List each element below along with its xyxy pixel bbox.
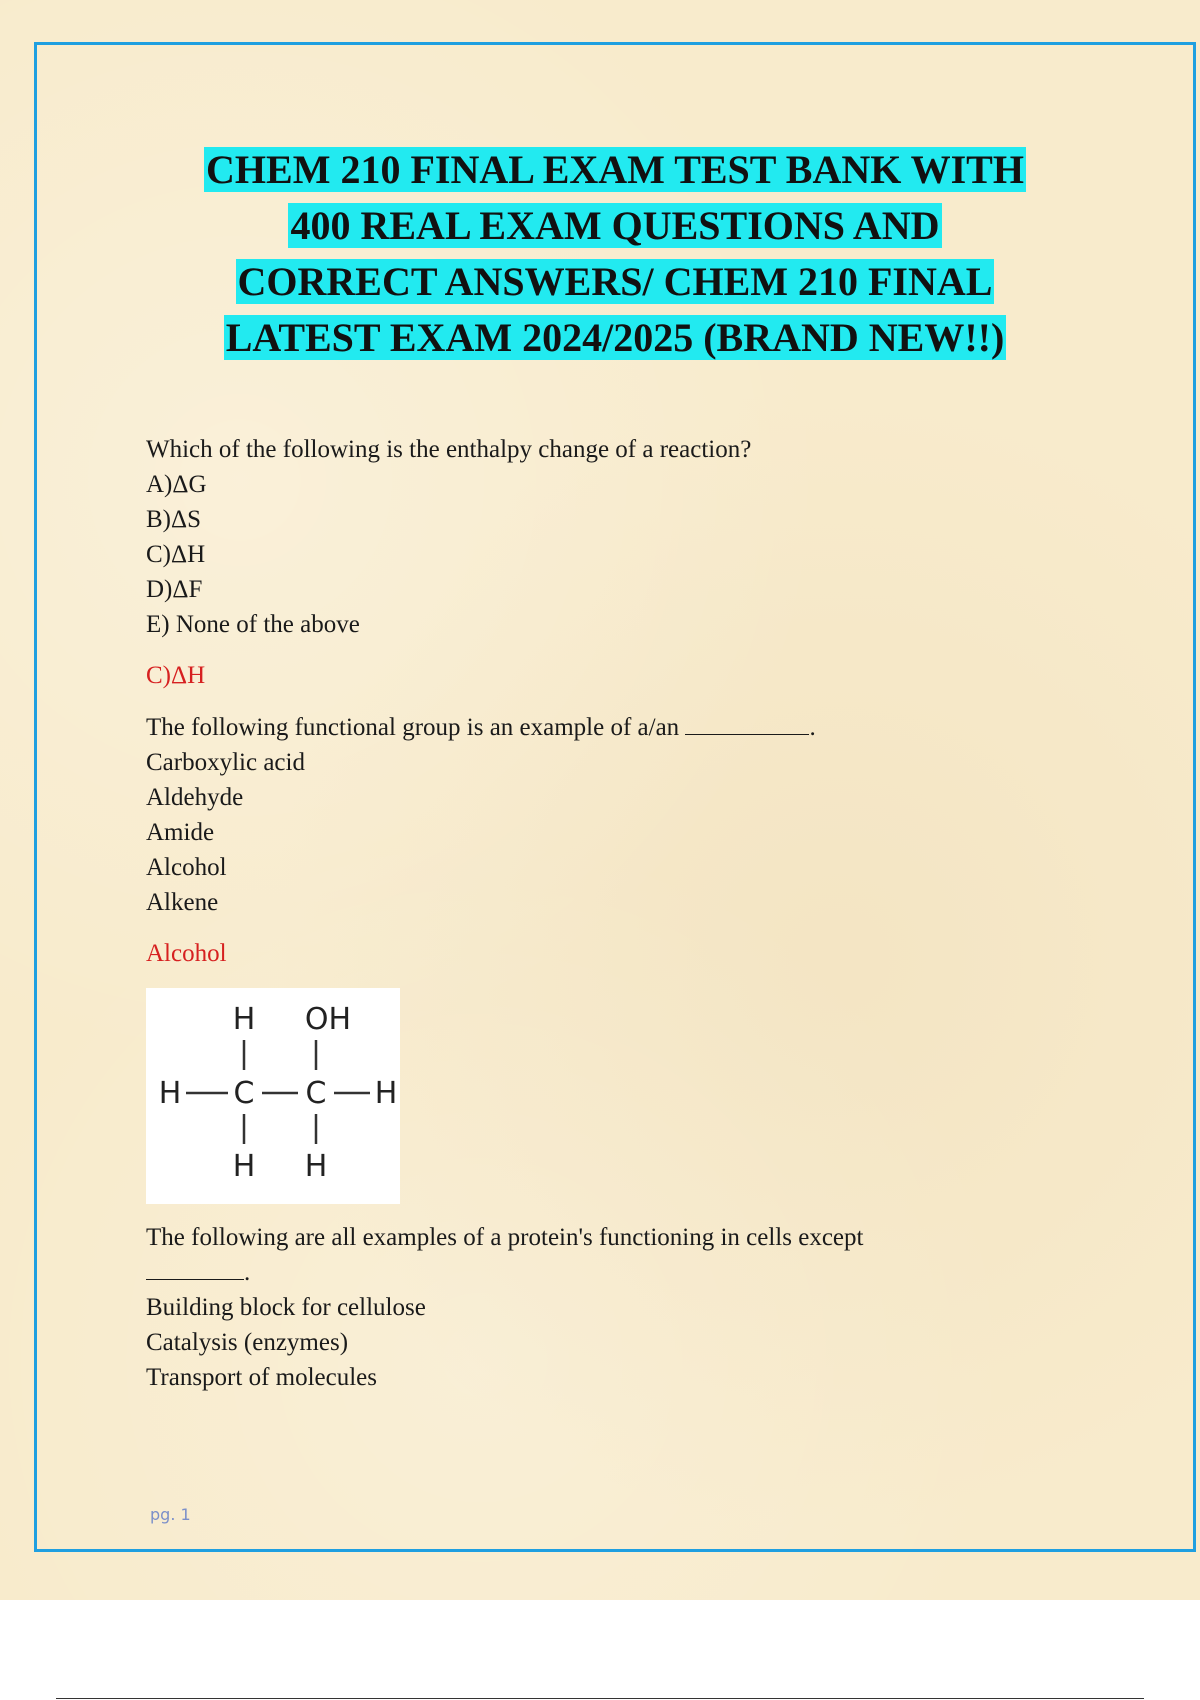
question-1: [146, 432, 1046, 642]
answer-text: C)ΔH: [146, 662, 206, 689]
question-prompt: The following are all examples of a protein's functioning in cells except: [146, 1224, 864, 1251]
title-line: 400 REAL EXAM QUESTIONS AND: [290, 203, 940, 248]
question-prompt: Which of the following is the enthalpy change of a reaction?: [146, 436, 752, 463]
atom-label: C: [305, 1076, 327, 1111]
atom-label: H: [158, 1076, 182, 1111]
option-item: Alcohol: [146, 854, 227, 881]
title-line: CHEM 210 FINAL EXAM TEST BANK WITH: [206, 147, 1024, 192]
structural-formula-svg: [146, 988, 400, 1204]
page-number: pg. 1: [150, 1505, 191, 1524]
atom-label: H: [232, 1002, 256, 1037]
title-line: LATEST EXAM 2024/2025 (BRAND NEW!!): [225, 315, 1005, 360]
answer-text: Alcohol: [146, 940, 227, 967]
option-item: Amide: [146, 819, 215, 846]
atom-label: H: [232, 1149, 256, 1184]
bond-lines: [186, 1040, 370, 1144]
atom-label: OH: [304, 1002, 352, 1037]
title-line: CORRECT ANSWERS/ CHEM 210 FINAL: [237, 259, 993, 304]
option-item: Transport of molecules: [146, 1364, 377, 1391]
question-3: The following are all examples of a protein's functioning in cells except . Building block for cellulose Catalysis (enzymes) Transport of molecules: [146, 1220, 1046, 1395]
bottom-divider: [56, 1698, 1144, 1699]
atom-label: C: [233, 1076, 255, 1111]
option-item: Aldehyde: [146, 784, 244, 811]
ethanol-structure-image: [146, 988, 400, 1204]
answer-2: [146, 936, 1046, 971]
option-item: B)ΔS: [146, 506, 201, 533]
option-item: Catalysis (enzymes): [146, 1329, 349, 1356]
option-item: E) None of the above: [146, 611, 360, 638]
option-item: Carboxylic acid: [146, 749, 305, 776]
document-title: [120, 142, 1110, 366]
option-item: Building block for cellulose: [146, 1294, 426, 1321]
atom-label: H: [304, 1149, 328, 1184]
option-item: Alkene: [146, 889, 219, 916]
option-item: D)ΔF: [146, 576, 203, 603]
answer-blank: [685, 712, 809, 735]
answer-1: [146, 658, 1046, 693]
atom-label: H: [374, 1076, 398, 1111]
option-item: C)ΔH: [146, 541, 206, 568]
question-prompt: The following functional group is an example of a/an: [146, 714, 680, 741]
option-item: A)ΔG: [146, 471, 207, 498]
answer-blank: [146, 1257, 244, 1280]
question-2: The following functional group is an example of a/an . Carboxylic acid Aldehyde Amide Alcohol Alkene: [146, 710, 1046, 920]
